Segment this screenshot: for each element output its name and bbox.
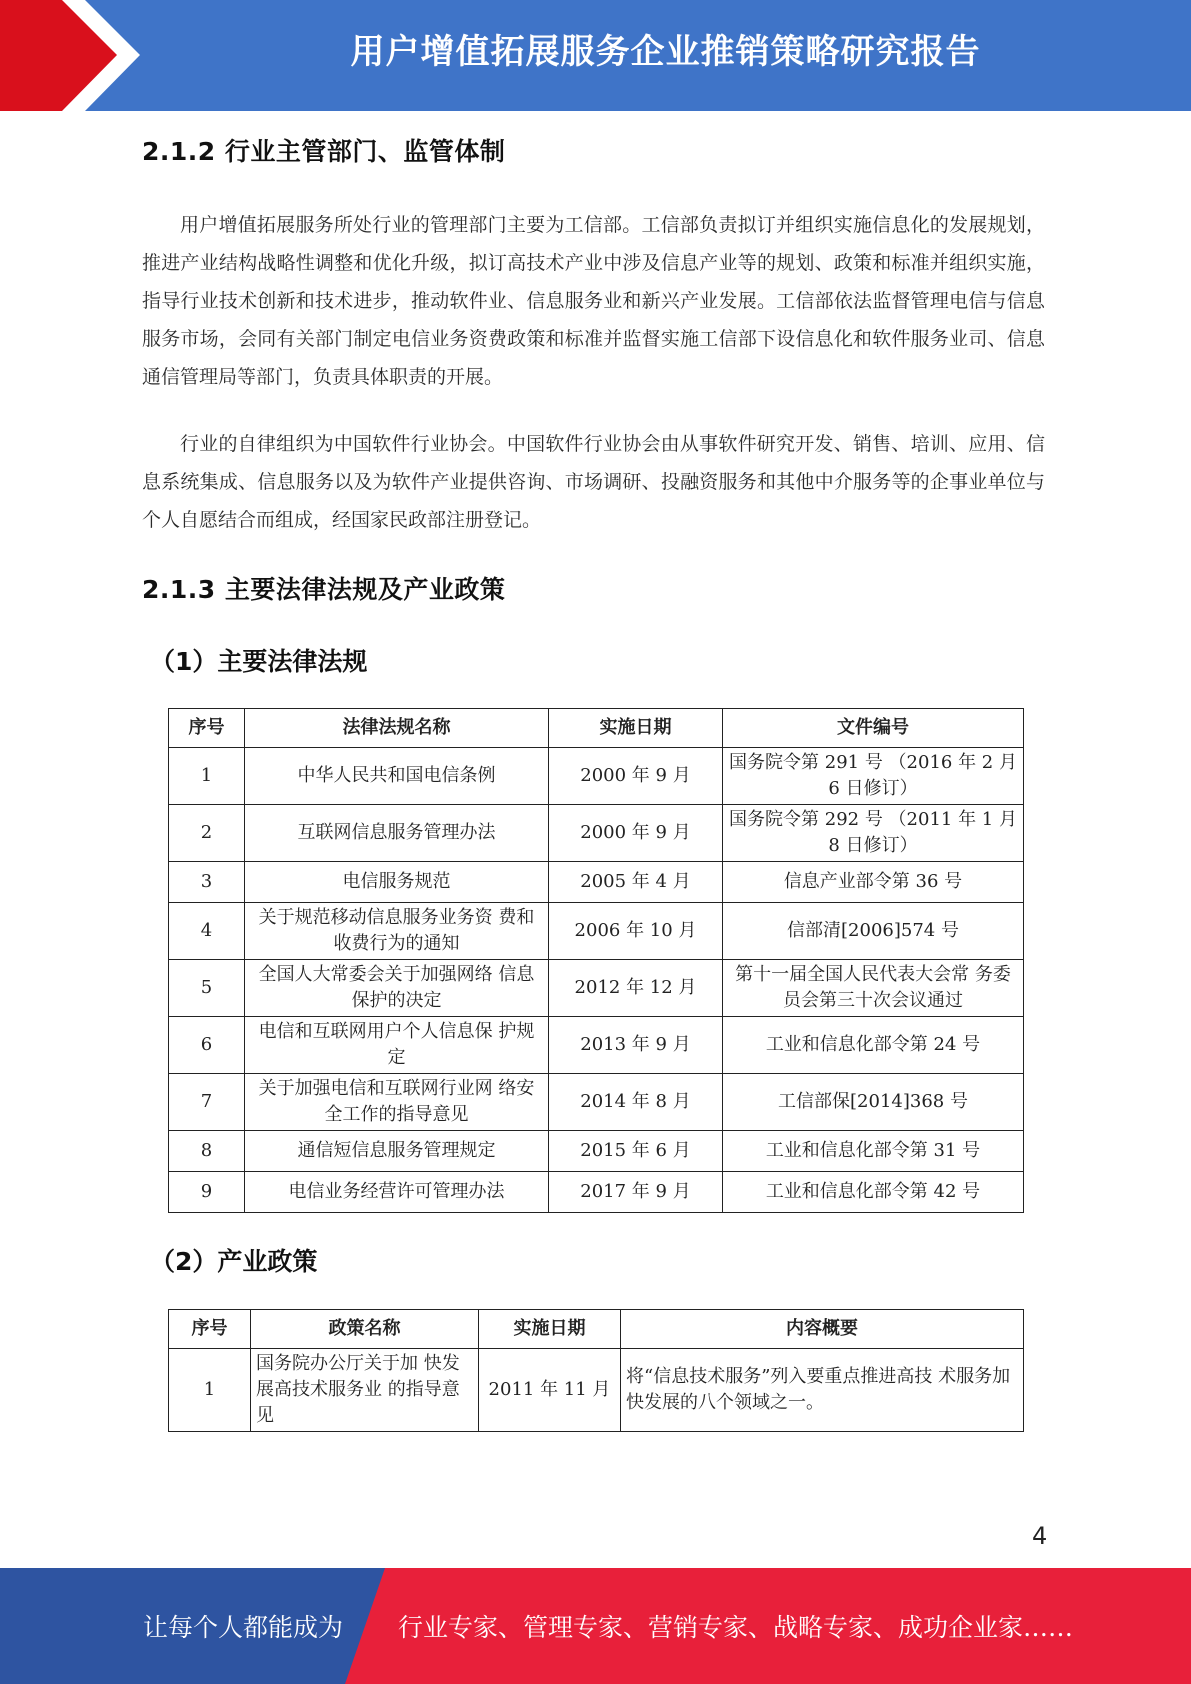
- cell-name: 国务院办公厅关于加 快发展高技术服务业 的指导意见: [251, 1349, 479, 1432]
- table-row: [169, 960, 1024, 1017]
- cell-date: 2013 年 9 月: [549, 1017, 723, 1074]
- cell-doc-no: 国务院令第 292 号 （2011 年 1 月 8 日修订）: [723, 805, 1024, 862]
- paragraph-self-regulation: 行业的自律组织为中国软件行业协会。中国软件行业协会由从事软件研究开发、销售、培训、应用、信息系统集成、信息服务以及为软件产业提供咨询、市场调研、投融资服务和其他中介服务等的企事业单位与个人自愿结合而组成，经国家民政部注册登记。: [142, 433, 1045, 531]
- cell-date: 2005 年 4 月: [549, 862, 723, 903]
- cell-name: 通信短信息服务管理规定: [245, 1131, 549, 1172]
- header-cell: 实施日期: [479, 1310, 621, 1349]
- cell-index: 5: [169, 960, 245, 1017]
- cell-doc-no: 国务院令第 291 号 （2016 年 2 月 6 日修订）: [723, 748, 1024, 805]
- page-number: 4: [1032, 1522, 1048, 1550]
- table-header-row: [169, 1310, 1024, 1349]
- cell-name: 电信服务规范: [245, 862, 549, 903]
- cell-index: 2: [169, 805, 245, 862]
- table-row: [169, 1172, 1024, 1213]
- cell-index: 7: [169, 1074, 245, 1131]
- cell-name: 全国人大常委会关于加强网络 信息保护的决定: [245, 960, 549, 1017]
- header-cell: 法律法规名称: [245, 709, 549, 748]
- cell-index: 3: [169, 862, 245, 903]
- table-row: [169, 748, 1024, 805]
- cell-name: 关于加强电信和互联网行业网 络安全工作的指导意见: [245, 1074, 549, 1131]
- policies-table: [168, 1309, 1024, 1432]
- table-row: [169, 1074, 1024, 1131]
- table-row: [169, 862, 1024, 903]
- header-cell: 序号: [169, 709, 245, 748]
- cell-doc-no: 工业和信息化部令第 31 号: [723, 1131, 1024, 1172]
- paragraph-regulator: 用户增值拓展服务所处行业的管理部门主要为工信部。工信部负责拟订并组织实施信息化的发展规划，推进产业结构战略性调整和优化升级，拟订高技术产业中涉及信息产业等的规划、政策和标准并组织实施，指导行业技术创新和技术进步，推动软件业、信息服务业和新兴产业发展。工信部依法监督管理电信与信息服务市场，会同有关部门制定电信业务资费政策和标准并监督实施工信部下设信息化和软件服务业司、信息通信管理局等部门，负责具体职责的开展。: [142, 214, 1045, 388]
- table-row: [169, 903, 1024, 960]
- header-cell: 政策名称: [251, 1310, 479, 1349]
- cell-date: 2015 年 6 月: [549, 1131, 723, 1172]
- cell-date: 2012 年 12 月: [549, 960, 723, 1017]
- cell-date: 2011 年 11 月: [479, 1349, 621, 1432]
- cell-index: 4: [169, 903, 245, 960]
- cell-name: 电信和互联网用户个人信息保 护规定: [245, 1017, 549, 1074]
- cell-name: 互联网信息服务管理办法: [245, 805, 549, 862]
- cell-summary: 将“信息技术服务”列入要重点推进高技 术服务加快发展的八个领域之一。: [621, 1349, 1024, 1432]
- table-header-row: [169, 709, 1024, 748]
- section-heading-2-1-2: 2.1.2 行业主管部门、监管体制: [142, 137, 506, 166]
- cell-doc-no: 工信部保[2014]368 号: [723, 1074, 1024, 1131]
- cell-doc-no: 第十一届全国人民代表大会常 务委员会第三十次会议通过: [723, 960, 1024, 1017]
- header-red-chevron: [0, 0, 160, 111]
- cell-index: 1: [169, 1349, 251, 1432]
- cell-index: 8: [169, 1131, 245, 1172]
- cell-doc-no: 工业和信息化部令第 42 号: [723, 1172, 1024, 1213]
- table-row: [169, 1349, 1024, 1432]
- table-row: [169, 1131, 1024, 1172]
- footer-slogan-left: 让每个人都能成为: [143, 1613, 344, 1642]
- cell-name: 电信业务经营许可管理办法: [245, 1172, 549, 1213]
- table-row: [169, 805, 1024, 862]
- subheading-policies: （2）产业政策: [150, 1247, 318, 1276]
- section-heading-2-1-3: 2.1.3 主要法律法规及产业政策: [142, 575, 506, 604]
- cell-name: 中华人民共和国电信条例: [245, 748, 549, 805]
- cell-index: 6: [169, 1017, 245, 1074]
- header-banner: [0, 0, 1191, 111]
- footer-slogan-right: 行业专家、管理专家、营销专家、战略专家、成功企业家……: [398, 1613, 1074, 1642]
- subheading-laws: （1）主要法律法规: [150, 647, 368, 676]
- cell-doc-no: 工业和信息化部令第 24 号: [723, 1017, 1024, 1074]
- cell-doc-no: 信息产业部令第 36 号: [723, 862, 1024, 903]
- laws-table: [168, 708, 1024, 1213]
- cell-index: 1: [169, 748, 245, 805]
- footer-banner: [0, 1568, 1191, 1684]
- header-cell: 实施日期: [549, 709, 723, 748]
- header-cell: 内容概要: [621, 1310, 1024, 1349]
- cell-date: 2006 年 10 月: [549, 903, 723, 960]
- table-row: [169, 1017, 1024, 1074]
- cell-index: 9: [169, 1172, 245, 1213]
- header-cell: 序号: [169, 1310, 251, 1349]
- header-cell: 文件编号: [723, 709, 1024, 748]
- cell-date: 2000 年 9 月: [549, 805, 723, 862]
- cell-doc-no: 信部清[2006]574 号: [723, 903, 1024, 960]
- cell-date: 2014 年 8 月: [549, 1074, 723, 1131]
- cell-date: 2000 年 9 月: [549, 748, 723, 805]
- report-title: 用户增值拓展服务企业推销策略研究报告: [350, 32, 981, 72]
- cell-date: 2017 年 9 月: [549, 1172, 723, 1213]
- cell-name: 关于规范移动信息服务业务资 费和收费行为的通知: [245, 903, 549, 960]
